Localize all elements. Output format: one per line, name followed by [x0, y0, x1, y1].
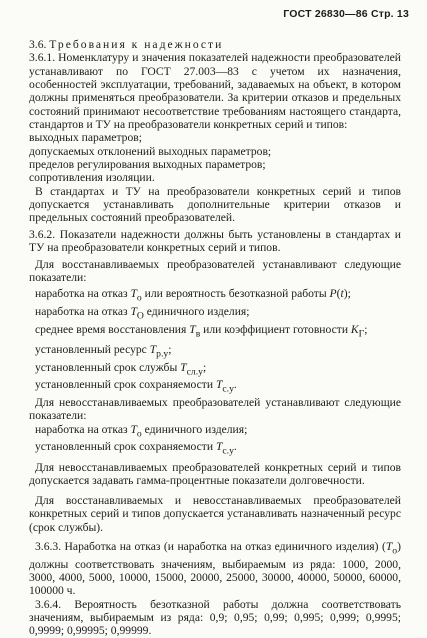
- paragraph: установленный срок сохраняемости $T_{с.у}$.: [35, 378, 237, 395]
- paragraph: допускаемых отклонений выходных параметров;: [29, 144, 272, 158]
- paragraph: сопротивления изоляции.: [29, 171, 155, 185]
- paragraph: В стандартах и ТУ на преобразователи конкретных серий и типов допускается устанавливать дополнительные критерии отказов и предельных состояний преобразователей.: [29, 184, 401, 225]
- paragraph: наработка на отказ $T_о$ единичного изделия;: [35, 422, 248, 440]
- paragraph: 3.6.4. Вероятность безотказной работы должна соответствовать значениям, выбираемым из ряда: 0,9; 0,95; 0,99; 0,995; 0,999; 0,9995; 0,9999; 0,99995; 0,99999.: [29, 597, 401, 638]
- paragraph: установленный срок сохраняемости $T_{с.у}$.: [35, 440, 237, 457]
- paragraph: установленный срок службы $T_{сл.у}$;: [35, 360, 207, 378]
- paragraph: Для восстанавливаемых преобразователей устанавливают следующие показатели:: [29, 257, 401, 284]
- paragraph: Для невосстанавливаемых преобразователей конкретных серий и типов допускается задавать гамма-процентные показатели долговечности.: [29, 461, 401, 488]
- paragraph: наработка на отказ $T_О$ единичного изделия;: [35, 304, 250, 322]
- page-header: ГОСТ 26830—86 Стр. 13: [283, 8, 409, 20]
- paragraph: Для невосстанавливаемых преобразователей устанавливают следующие показатели:: [29, 396, 401, 423]
- paragraph: 3.6.2. Показатели надежности должны быть установлены в стандартах и ТУ на преобразователи конкретных серий и типов.: [29, 227, 401, 255]
- document-body: [29, 38, 401, 638]
- paragraph: пределов регулирования выходных параметров;: [29, 158, 266, 172]
- paragraph: 3.6.1. Номенклатуру и значения показателей надежности преобразователей устанавливают по ГОСТ 27.003—83 с учетом их назначения, особенностей эксплуатации, требований, задаваемых на объект, в котором должны применяться преобразователи. За критерии отказов и предельных состояний принимают несоответствие требованиям настоящего стандарта, стандартов и ТУ на преобразователи конкретных серий и типов:: [29, 51, 401, 132]
- paragraph: среднее время восстановления $T_в$ или коэффициент готовности $K_Г$;: [35, 322, 368, 339]
- paragraph: 3.6.3. Наработка на отказ (и наработка на отказ единичного изделия) $(T_о)$ должны соответствовать значениям, выбираемым из ряда: 1000, 2000, 3000, 4000, 5000, 10000, 15000, 20000, 25000, 30000, 40000, 50000, 60000, 100000 ч.: [29, 539, 401, 598]
- paragraph: 3.6. Требования к надежности: [29, 38, 224, 51]
- paragraph: Для восстанавливаемых и невосстанавливаемых преобразователей конкретных серий и типов допускается устанавливать назначенный ресурс (срок службы).: [29, 493, 401, 534]
- paragraph: установленный ресурс $T_{р.у}$;: [35, 343, 172, 360]
- paragraph: наработка на отказ $T_о$ или вероятность безотказной работы P(t);: [35, 287, 351, 304]
- paragraph: выходных параметров;: [29, 131, 142, 145]
